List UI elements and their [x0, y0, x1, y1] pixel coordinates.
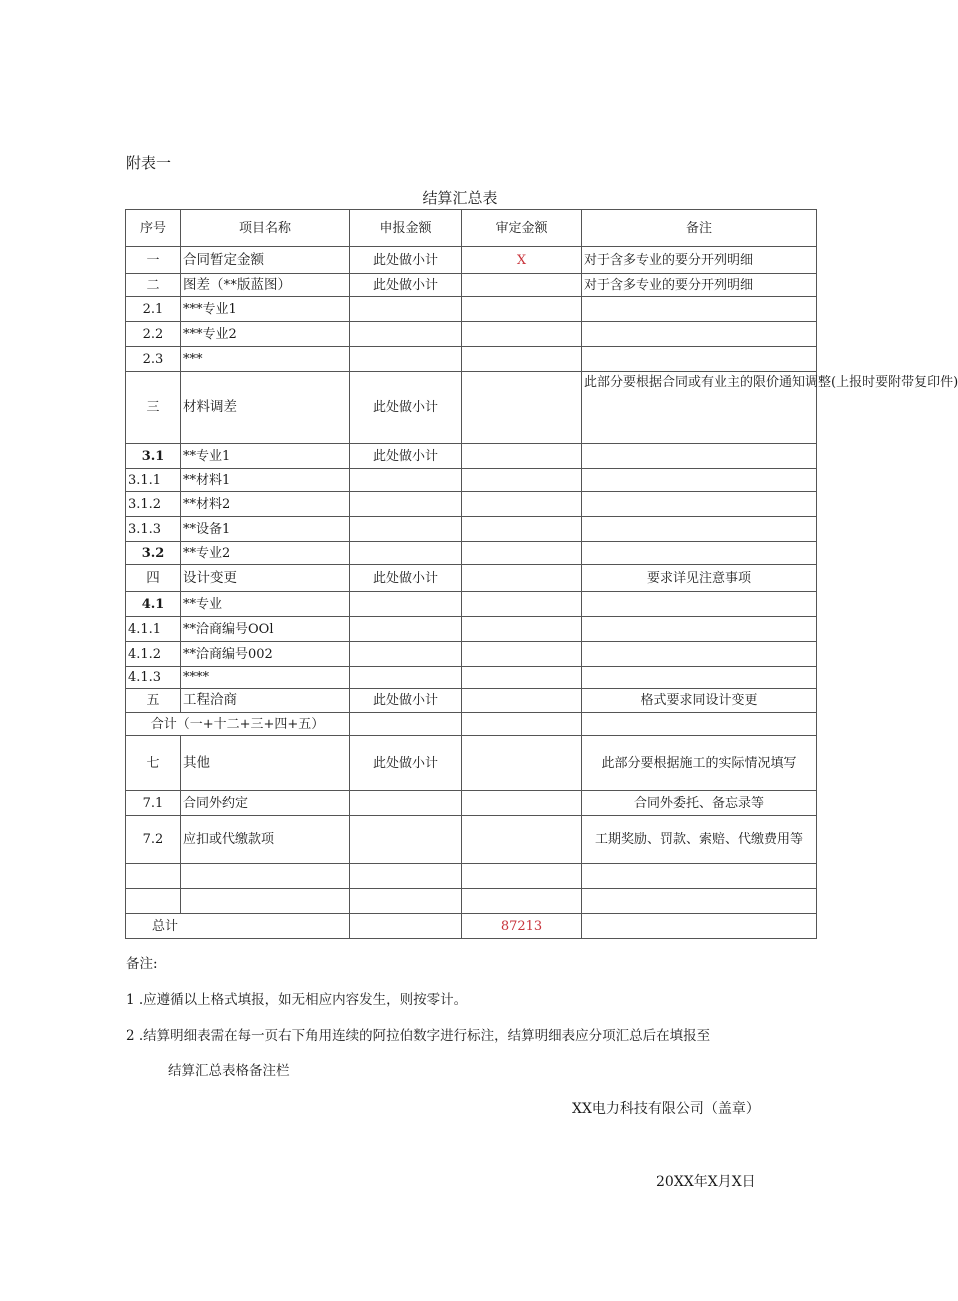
table-row — [126, 689, 817, 713]
row-declared-amount — [350, 492, 462, 517]
table-row — [126, 791, 817, 816]
row-approved-amount — [462, 667, 582, 689]
row-remarks — [582, 517, 817, 542]
row-seq: 四 — [126, 565, 181, 592]
row-item-name: 工程洽商 — [181, 689, 350, 713]
row-seq: 4.1.1 — [126, 617, 181, 642]
row-item-name: ***专业1 — [181, 297, 350, 322]
table-row — [126, 816, 817, 864]
table-title: 结算汇总表 — [422, 189, 498, 207]
row-remarks — [582, 542, 817, 565]
note-item-1: 1 .应遵循以上格式填报，如无相应内容发生，则按零计。 — [126, 992, 468, 1008]
row-declared-amount — [350, 469, 462, 492]
note-item-2-continued: 结算汇总表格备注栏 — [168, 1063, 290, 1079]
row-seq: 3.1.3 — [126, 517, 181, 542]
row-item-name: **专业 — [181, 592, 350, 617]
row-seq: 2.1 — [126, 297, 181, 322]
empty-row — [126, 889, 817, 914]
total-approved-amount: 87213 — [462, 914, 582, 939]
row-item-name: 图差（**版蓝图） — [181, 274, 350, 297]
row-approved-amount — [462, 517, 582, 542]
row-approved-amount — [462, 736, 582, 791]
row-item-name: **专业2 — [181, 542, 350, 565]
row-approved-amount — [462, 816, 582, 864]
row-declared-amount — [350, 297, 462, 322]
row-remarks — [582, 297, 817, 322]
row-approved-amount — [462, 297, 582, 322]
total-label: 总计 — [126, 914, 350, 939]
row-approved-amount — [462, 444, 582, 469]
table-row — [126, 347, 817, 372]
row-item-name: ***专业2 — [181, 322, 350, 347]
table-row — [126, 444, 817, 469]
subtotal-approved-amount — [462, 713, 582, 736]
row-declared-amount: 此处做小计 — [350, 565, 462, 592]
row-declared-amount — [350, 816, 462, 864]
company-seal-line: XX电力科技有限公司（盖章） — [572, 1101, 760, 1117]
row-approved-amount — [462, 791, 582, 816]
row-remarks: 合同外委托、备忘录等 — [582, 791, 817, 816]
table-row — [126, 617, 817, 642]
table-row — [126, 247, 817, 274]
note-item-2: 2 .结算明细表需在每一页右下角用连续的阿拉伯数字进行标注，结算明细表应分项汇总后在填报至 — [126, 1028, 711, 1044]
row-seq: 五 — [126, 689, 181, 713]
settlement-summary-table — [125, 209, 958, 939]
row-remarks — [582, 642, 817, 667]
row-approved-amount — [462, 542, 582, 565]
row-declared-amount: 此处做小计 — [350, 736, 462, 791]
header-seq: 序号 — [126, 210, 181, 247]
row-seq: 一 — [126, 247, 181, 274]
table-row — [126, 517, 817, 542]
row-approved-amount — [462, 469, 582, 492]
row-remarks: 对于含多专业的要分开列明细 — [582, 247, 817, 274]
table-row — [126, 592, 817, 617]
row-declared-amount: 此处做小计 — [350, 372, 462, 444]
row-declared-amount — [350, 791, 462, 816]
row-item-name: *** — [181, 347, 350, 372]
row-remarks — [582, 322, 817, 347]
row-declared-amount: 此处做小计 — [350, 247, 462, 274]
row-seq: 3.1 — [126, 444, 181, 469]
row-declared-amount — [350, 642, 462, 667]
subtotal-row — [126, 713, 817, 736]
row-remarks — [582, 347, 817, 372]
row-declared-amount: 此处做小计 — [350, 444, 462, 469]
row-approved-amount — [462, 372, 582, 444]
row-seq: 3.1.1 — [126, 469, 181, 492]
row-approved-amount — [462, 322, 582, 347]
row-declared-amount: 此处做小计 — [350, 689, 462, 713]
row-approved-amount — [462, 347, 582, 372]
row-seq: 4.1 — [126, 592, 181, 617]
row-seq: 4.1.2 — [126, 642, 181, 667]
row-declared-amount — [350, 517, 462, 542]
row-remarks: 格式要求同设计变更 — [582, 689, 817, 713]
table-row — [126, 492, 817, 517]
row-seq: 七 — [126, 736, 181, 791]
row-approved-amount — [462, 492, 582, 517]
row-declared-amount — [350, 667, 462, 689]
row-declared-amount — [350, 322, 462, 347]
row-item-name: **** — [181, 667, 350, 689]
row-remarks: 对于含多专业的要分开列明细 — [582, 274, 817, 297]
header-declared-amount: 申报金额 — [350, 210, 462, 247]
date-line: 20XX年X月X日 — [656, 1174, 756, 1190]
row-item-name: 合同暂定金额 — [181, 247, 350, 274]
total-declared-amount — [350, 914, 462, 939]
table-row — [126, 642, 817, 667]
row-item-name: **设备1 — [181, 517, 350, 542]
table-row — [126, 542, 817, 565]
row-remarks — [582, 444, 817, 469]
row-seq: 三 — [126, 372, 181, 444]
total-row — [126, 914, 817, 939]
row-approved-amount — [462, 565, 582, 592]
table-row — [126, 274, 817, 297]
table-row — [126, 667, 817, 689]
row-item-name: 设计变更 — [181, 565, 350, 592]
subtotal-declared-amount — [350, 713, 462, 736]
row-seq: 2.3 — [126, 347, 181, 372]
subtotal-label: 合计（一+十二+三+四+五） — [126, 713, 350, 736]
table-row — [126, 469, 817, 492]
table-row — [126, 565, 817, 592]
row-declared-amount — [350, 617, 462, 642]
row-remarks: 此部分要根据施工的实际情况填写 — [582, 736, 817, 791]
row-item-name: 其他 — [181, 736, 350, 791]
header-row — [126, 210, 817, 247]
row-seq: 二 — [126, 274, 181, 297]
row-item-name: **专业1 — [181, 444, 350, 469]
row-declared-amount — [350, 592, 462, 617]
total-remarks — [582, 914, 817, 939]
subtotal-remarks — [582, 713, 817, 736]
table-row — [126, 297, 817, 322]
row-item-name: **洽商编号OOl — [181, 617, 350, 642]
empty-row — [126, 864, 817, 889]
header-item-name: 项目名称 — [181, 210, 350, 247]
row-declared-amount: 此处做小计 — [350, 274, 462, 297]
row-approved-amount — [462, 592, 582, 617]
table-row — [126, 736, 817, 791]
row-approved-amount — [462, 617, 582, 642]
notes-heading: 备注: — [126, 956, 158, 972]
row-item-name: 应扣或代缴款项 — [181, 816, 350, 864]
row-remarks — [582, 492, 817, 517]
row-item-name: **材料2 — [181, 492, 350, 517]
row-approved-amount — [462, 274, 582, 297]
row-seq: 4.1.3 — [126, 667, 181, 689]
row-approved-amount — [462, 642, 582, 667]
row-item-name: **洽商编号002 — [181, 642, 350, 667]
row-seq: 3.1.2 — [126, 492, 181, 517]
row-remarks: 工期奖励、罚款、索赔、代缴费用等 — [582, 816, 817, 864]
row-approved-amount — [462, 689, 582, 713]
row-remarks — [582, 617, 817, 642]
row-remarks — [582, 469, 817, 492]
row-declared-amount — [350, 347, 462, 372]
row-item-name: **材料1 — [181, 469, 350, 492]
row-remarks: 要求详见注意事项 — [582, 565, 817, 592]
table-row — [126, 372, 817, 444]
header-approved-amount: 审定金额 — [462, 210, 582, 247]
row-item-name: 合同外约定 — [181, 791, 350, 816]
row-approved-amount: X — [462, 247, 582, 274]
header-remarks: 备注 — [582, 210, 817, 247]
row-remarks — [582, 667, 817, 689]
row-declared-amount — [350, 542, 462, 565]
table-row — [126, 322, 817, 347]
row-seq: 3.2 — [126, 542, 181, 565]
row-remarks — [582, 592, 817, 617]
row-remarks: 此部分要根据合同或有业主的限价通知调整(上报时要附带复印件) — [582, 372, 817, 444]
appendix-label: 附表一 — [126, 154, 172, 172]
row-item-name: 材料调差 — [181, 372, 350, 444]
row-seq: 7.1 — [126, 791, 181, 816]
row-seq: 2.2 — [126, 322, 181, 347]
row-seq: 7.2 — [126, 816, 181, 864]
